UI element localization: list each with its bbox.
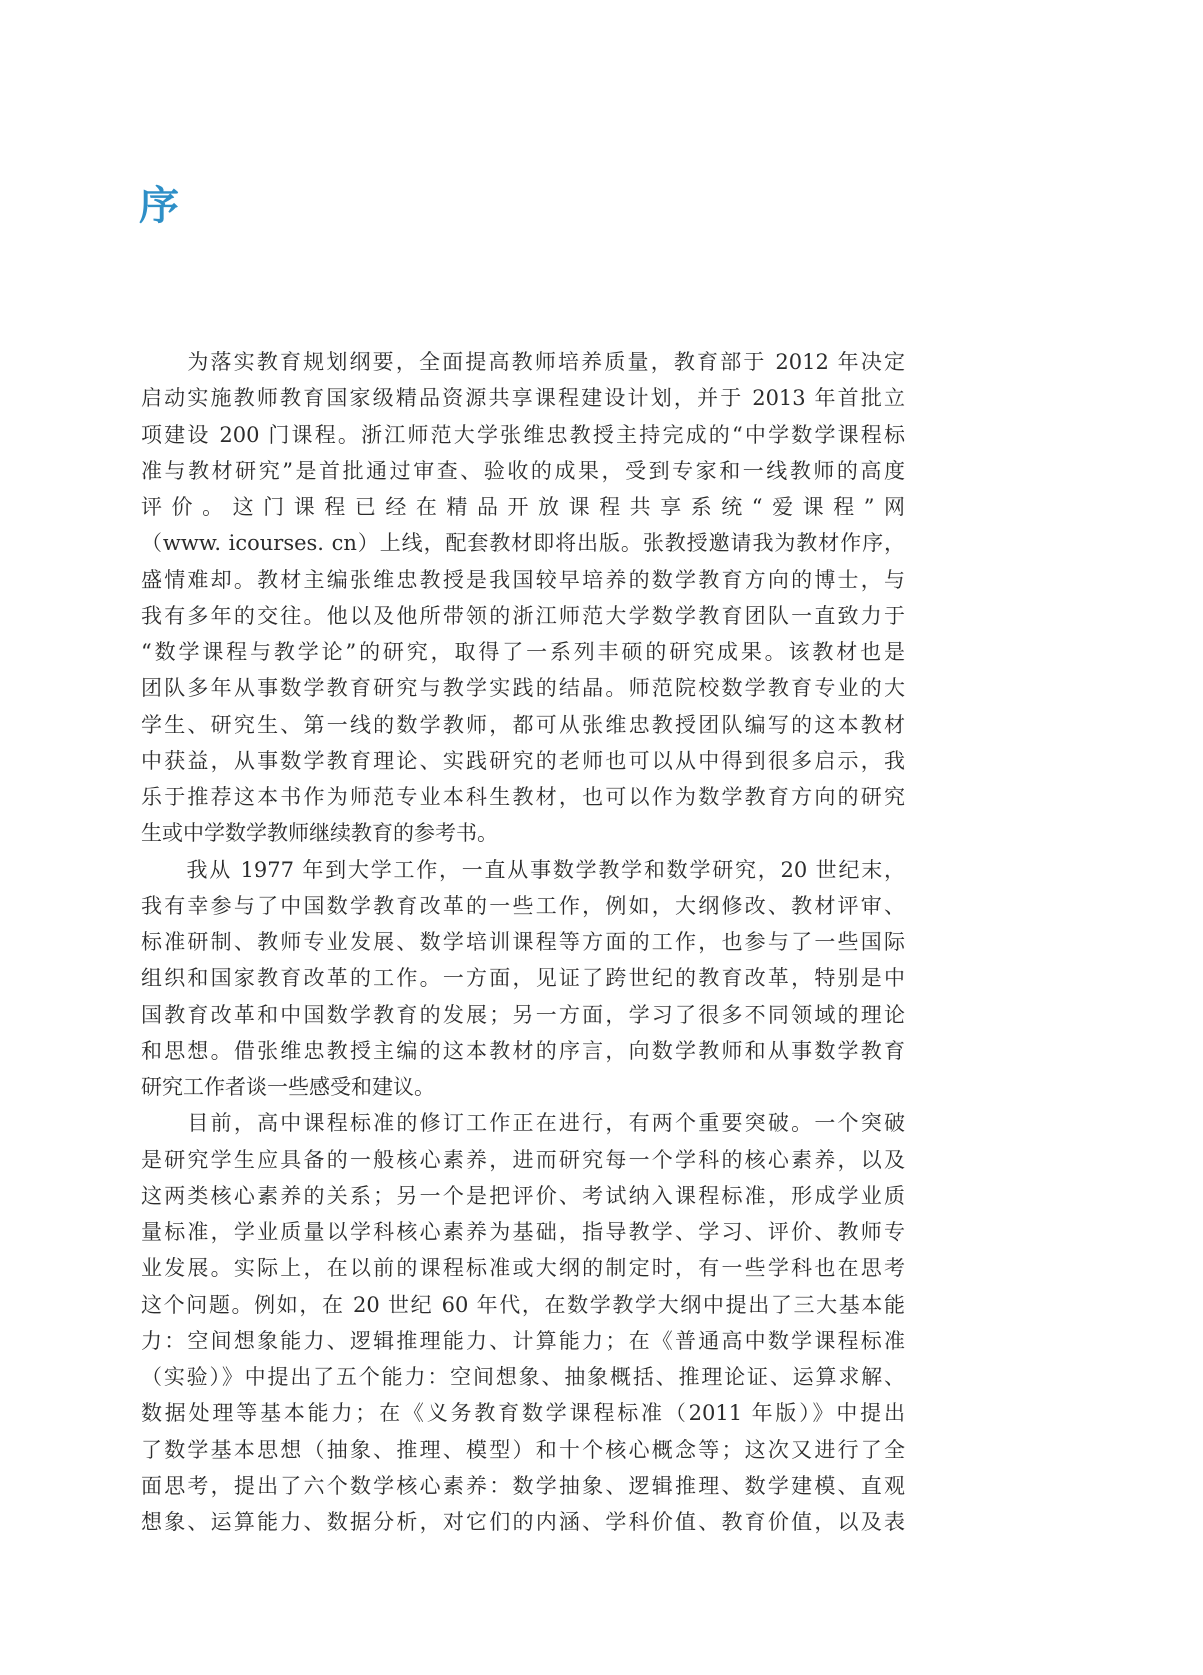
text-line: 生或中学数学教师继续教育的参考书。 — [141, 821, 498, 846]
text-line: （www. icourses. cn）上线，配套教材即将出版。张教授邀请我为教材作序， — [141, 531, 905, 556]
text-line: 学生、研究生、第一线的数学教师，都可从张维忠教授团队编写的这本教材 — [141, 712, 905, 737]
text-line: 组织和国家教育改革的工作。一方面，见证了跨世纪的教育改革，特别是中 — [141, 966, 905, 991]
text-line: 这个问题。例如，在 20 世纪 60 年代，在数学教学大纲中提出了三大基本能 — [141, 1292, 905, 1317]
text-line: 国教育改革和中国数学教育的发展；另一方面，学习了很多不同领域的理论 — [141, 1002, 905, 1027]
text-line: 标准研制、教师专业发展、数学培训课程等方面的工作，也参与了一些国际 — [141, 930, 905, 954]
text-line: 中获益，从事数学教育理论、实践研究的老师也可以从中得到很多启示，我 — [141, 748, 905, 773]
text-line: “数学课程与教学论”的研究，取得了一系列丰硕的研究成果。该教材也是 — [141, 640, 905, 664]
text-line: 乐于推荐这本书作为师范专业本科生教材，也可以作为数学教育方向的研究 — [141, 785, 905, 809]
text-line: （实验）》中提出了五个能力：空间想象、抽象概括、推理论证、运算求解、 — [141, 1365, 905, 1389]
text-line: 为落实教育规划纲要，全面提高教师培养质量，教育部于 2012 年决定 — [141, 350, 905, 374]
text-line: 启动实施教师教育国家级精品资源共享课程建设计划，并于 2013 年首批立 — [141, 386, 905, 411]
body-text — [141, 344, 905, 1540]
text-line: 评价。这门课程已经在精品开放课程共享系统“爱课程”网 — [141, 495, 905, 519]
text-line: 业发展。实际上，在以前的课程标准或大纲的制定时，有一些学科也在思考 — [141, 1256, 905, 1281]
text-line: 研究工作者谈一些感受和建议。 — [141, 1075, 435, 1099]
chapter-heading: 序 — [139, 182, 179, 229]
text-line: 目前，高中课程标准的修订工作正在进行，有两个重要突破。一个突破 — [141, 1111, 905, 1136]
text-line: 力：空间想象能力、逻辑推理能力、计算能力；在《普通高中数学课程标准 — [141, 1328, 905, 1353]
text-line: 这两类核心素养的关系；另一个是把评价、考试纳入课程标准，形成学业质 — [141, 1183, 905, 1208]
text-line: 了数学基本思想（抽象、推理、模型）和十个核心概念等；这次又进行了全 — [141, 1437, 905, 1462]
text-line: 面思考，提出了六个数学核心素养：数学抽象、逻辑推理、数学建模、直观 — [141, 1473, 905, 1498]
text-line: 团队多年从事数学教育研究与教学实践的结晶。师范院校数学教育专业的大 — [141, 676, 905, 701]
text-line: 准与教材研究”是首批通过审查、验收的成果，受到专家和一线教师的高度 — [141, 458, 905, 483]
text-line: 想象、运算能力、数据分析，对它们的内涵、学科价值、教育价值，以及表 — [141, 1510, 905, 1534]
text-line: 我从 1977 年到大学工作，一直从事数学教学和数学研究，20 世纪末， — [141, 857, 905, 882]
text-line: 盛情难却。教材主编张维忠教授是我国较早培养的数学教育方向的博士，与 — [141, 567, 905, 592]
text-line: 数据处理等基本能力；在《义务教育数学课程标准（2011 年版）》中提出 — [141, 1401, 905, 1426]
text-line: 量标准，学业质量以学科核心素养为基础，指导教学、学习、评价、教师专 — [141, 1220, 905, 1244]
text-line: 我有幸参与了中国数学教育改革的一些工作，例如，大纲修改、教材评审、 — [141, 893, 905, 918]
text-line: 是研究学生应具备的一般核心素养，进而研究每一个学科的核心素养，以及 — [141, 1147, 905, 1172]
text-line: 和思想。借张维忠教授主编的这本教材的序言，向数学教师和从事数学教育 — [141, 1038, 905, 1063]
text-line: 我有多年的交往。他以及他所带领的浙江师范大学数学教育团队一直致力于 — [141, 603, 905, 628]
text-line: 项建设 200 门课程。浙江师范大学张维忠教授主持完成的“中学数学课程标 — [141, 422, 905, 447]
